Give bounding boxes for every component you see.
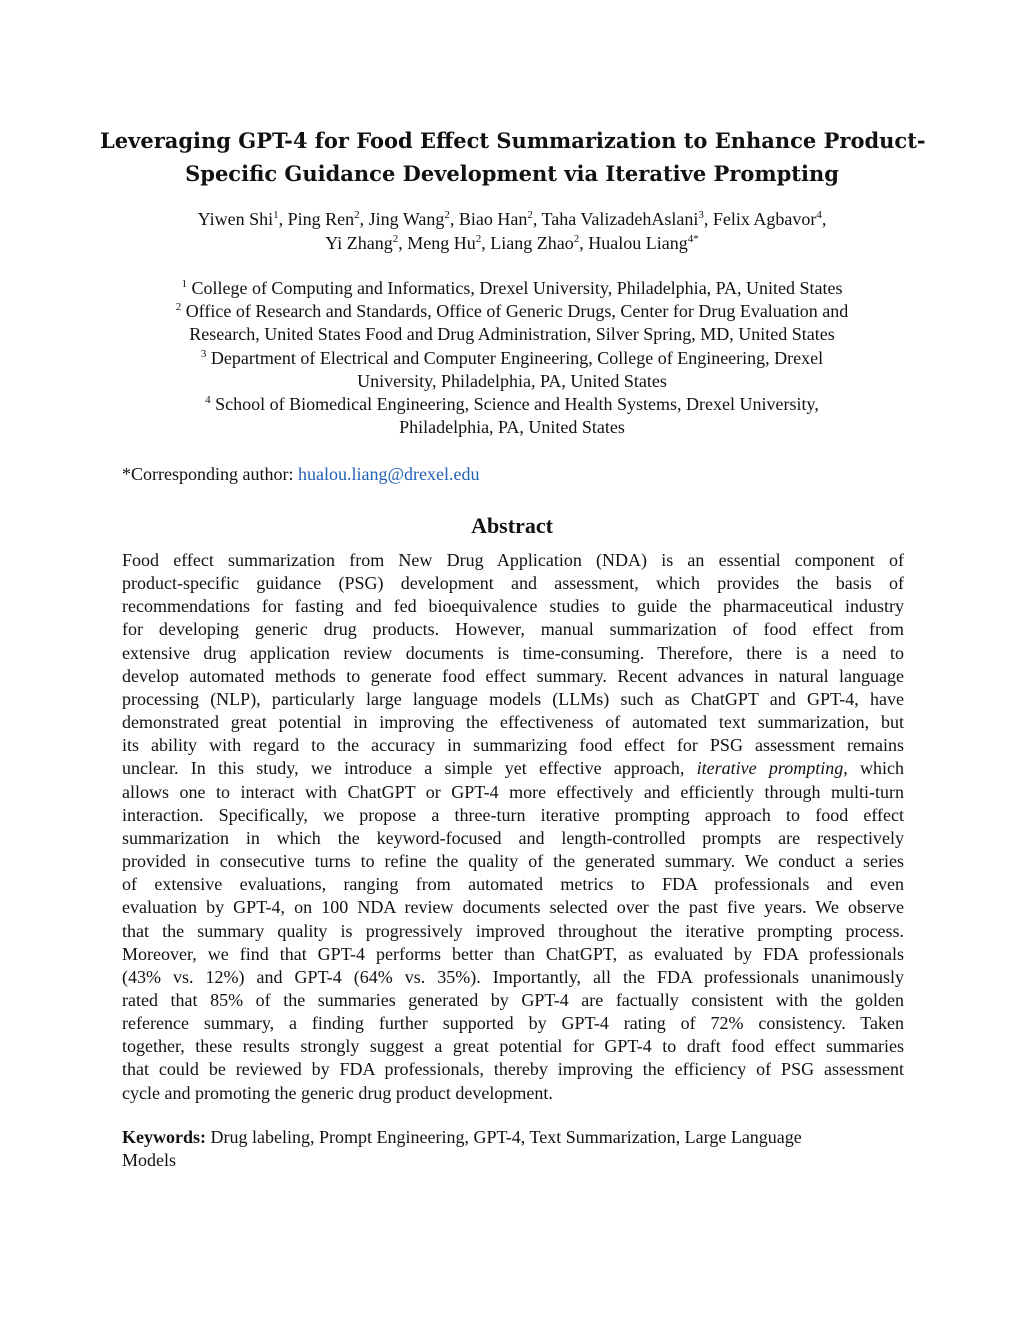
- corresponding-author: [122, 462, 480, 486]
- author-name: Liang Zhao: [490, 233, 574, 253]
- author-affil-sup: 4: [816, 209, 822, 221]
- title-line-1: Leveraging GPT-4 for Food Effect Summarization to Enhance Product-: [100, 128, 926, 153]
- abstract-line: cycle and promoting the generic drug product development.: [122, 1082, 553, 1103]
- affiliation-text: School of Biomedical Engineering, Science and Health Systems, Drexel University,: [215, 394, 819, 415]
- affiliation-text: Research, United States Food and Drug Administration, Silver Spring, MD, United States: [189, 324, 835, 345]
- abstract-line: summarization in which the keyword-focused and length-controlled prompts are respectively: [122, 827, 904, 848]
- abstract-line: develop automated methods to generate food effect summary. Recent advances in natural language: [122, 665, 904, 686]
- corresponding-email-link[interactable]: hualou.liang@drexel.edu: [297, 464, 480, 484]
- abstract-line: product-specific guidance (PSG) development and assessment, which provides the basis of: [122, 573, 904, 594]
- affiliation-text: Department of Electrical and Computer Engineering, College of Engineering, Drexel: [210, 347, 824, 368]
- abstract-line: of extensive evaluations, ranging from automated metrics to FDA professionals and even: [122, 874, 904, 895]
- author-affil-sup: 2: [573, 233, 580, 245]
- keywords-line-1: [122, 1126, 904, 1149]
- affiliation-text: College of Computing and Informatics, Drexel University, Philadelphia, PA, United States: [191, 278, 843, 298]
- author-affil-sup: 2: [475, 233, 482, 245]
- abstract-line: evaluation by GPT-4, on 100 NDA review documents selected over the past five years. We observe: [122, 897, 904, 918]
- affiliation-3: [100, 347, 924, 393]
- title-line-2: Specific Guidance Development via Iterative Prompting: [185, 161, 839, 186]
- abstract-line: that the summary quality is progressively improved throughout the iterative prompting process.: [122, 920, 904, 941]
- author-line-1: Yiwen Shi$^1$, Ping Ren$^2$, Jing Wang$^2$, Biao Han$^2$, Taha ValizadehAslani$^3$, Felix Agbavor$^4$,: [197, 209, 827, 229]
- author-affil-sup: 2: [444, 209, 450, 221]
- abstract-line: interaction. Specifically, we propose a three-turn iterative prompting approach to food effect: [122, 804, 904, 825]
- abstract-line: extensive drug application review documents is time-consuming. Therefore, there is a need to: [122, 642, 904, 663]
- abstract-line: its ability with regard to the accuracy in summarizing food effect for PSG assessment remains: [122, 735, 904, 756]
- affiliation-line: [100, 277, 924, 300]
- author-affil-sup: 3: [698, 209, 704, 221]
- affiliation-sup: 4: [205, 394, 211, 407]
- affiliation-sup: 1: [181, 278, 187, 290]
- author-name: Jing Wang: [368, 209, 445, 229]
- abstract-line: recommendations for fasting and fed bioequivalence studies to guide the pharmaceutical industry: [122, 596, 904, 617]
- abstract-line-italic: [122, 757, 904, 780]
- abstract-line: Food effect summarization from New Drug Application (NDA) is an essential component of: [122, 550, 904, 570]
- abstract-line: for developing generic drug products. However, manual summarization of food effect from: [122, 619, 904, 640]
- affiliation-line: [100, 393, 924, 416]
- affiliation-list: [100, 277, 924, 439]
- italic-term: iterative prompting: [696, 758, 844, 779]
- author-affil-sup: 2: [527, 209, 533, 221]
- abstract-line: Moreover, we find that GPT-4 performs better than ChatGPT, as evaluated by FDA professionals: [122, 943, 904, 964]
- affiliation-sup: 2: [175, 301, 182, 314]
- abstract-body: [122, 549, 904, 1105]
- author-name: Felix Agbavor: [712, 209, 817, 229]
- keywords: [122, 1126, 904, 1172]
- abstract-line: (43% vs. 12%) and GPT-4 (64% vs. 35%). Importantly, all the FDA professionals unanimously: [122, 966, 904, 987]
- keywords-text: Drug labeling, Prompt Engineering, GPT-4, Text Summarization, Large Language: [206, 1127, 802, 1147]
- author-name: Biao Han: [458, 209, 528, 229]
- affiliation-line: [100, 300, 924, 323]
- keywords-label: Keywords:: [122, 1127, 206, 1147]
- affiliation-sup: 3: [200, 347, 207, 360]
- affiliation-1: [100, 277, 924, 300]
- author-affil-sup: 4*: [687, 233, 699, 245]
- author-list: [100, 207, 924, 255]
- keywords-line-2: Models: [122, 1150, 176, 1171]
- author-affil-sup: 2: [354, 209, 360, 221]
- author-name: Ping Ren: [287, 209, 355, 229]
- abstract-line: allows one to interact with ChatGPT or GPT-4 more effectively and efficiently through multi-turn: [122, 781, 904, 802]
- author-affil-sup: 1: [273, 209, 279, 221]
- author-name: Yiwen Shi: [197, 209, 274, 229]
- abstract-line-end: , which: [843, 758, 904, 779]
- abstract-line: rated that 85% of the summaries generated by GPT-4 are factually consistent with the golden: [122, 989, 904, 1010]
- author-affil-sup: 2: [392, 233, 399, 245]
- abstract-line-start: unclear. In this study, we introduce a simple yet effective approach,: [122, 758, 697, 779]
- author-name: Taha ValizadehAslani: [541, 209, 699, 229]
- author-name: Hualou Liang: [588, 233, 688, 253]
- abstract-line: together, these results strongly suggest a great potential for GPT-4 to draft food effect summaries: [122, 1036, 904, 1057]
- affiliation-line: [100, 347, 924, 370]
- affiliation-text: University, Philadelphia, PA, United States: [357, 370, 667, 391]
- author-name: Yi Zhang: [325, 233, 393, 253]
- affiliation-text: Philadelphia, PA, United States: [399, 417, 625, 438]
- abstract-line: reference summary, a finding further supported by GPT-4 rating of 72% consistency. Taken: [122, 1013, 904, 1034]
- abstract-line: provided in consecutive turns to refine the quality of the generated summary. We conduct a series: [122, 851, 904, 872]
- corresponding-label: *Corresponding author:: [122, 464, 298, 484]
- affiliation-text: Office of Research and Standards, Office of Generic Drugs, Center for Drug Evaluation and: [185, 301, 849, 322]
- author-name: Meng Hu: [407, 233, 476, 253]
- author-line-2: Yi Zhang$^2$, Meng Hu$^2$, Liang Zhao$^2$, Hualou Liang$^{4*}$: [325, 233, 699, 253]
- abstract-line: that could be reviewed by FDA professionals, thereby improving the efficiency of PSG assessment: [122, 1059, 904, 1080]
- abstract-line: processing (NLP), particularly large language models (LLMs) such as ChatGPT and GPT-4, have: [122, 688, 904, 709]
- affiliation-2: [100, 300, 924, 346]
- paper-title: [100, 124, 924, 190]
- abstract-heading: Abstract: [471, 513, 553, 538]
- affiliation-4: [100, 393, 924, 439]
- abstract-line: demonstrated great potential in improving the effectiveness of automated text summarization, but: [122, 712, 904, 733]
